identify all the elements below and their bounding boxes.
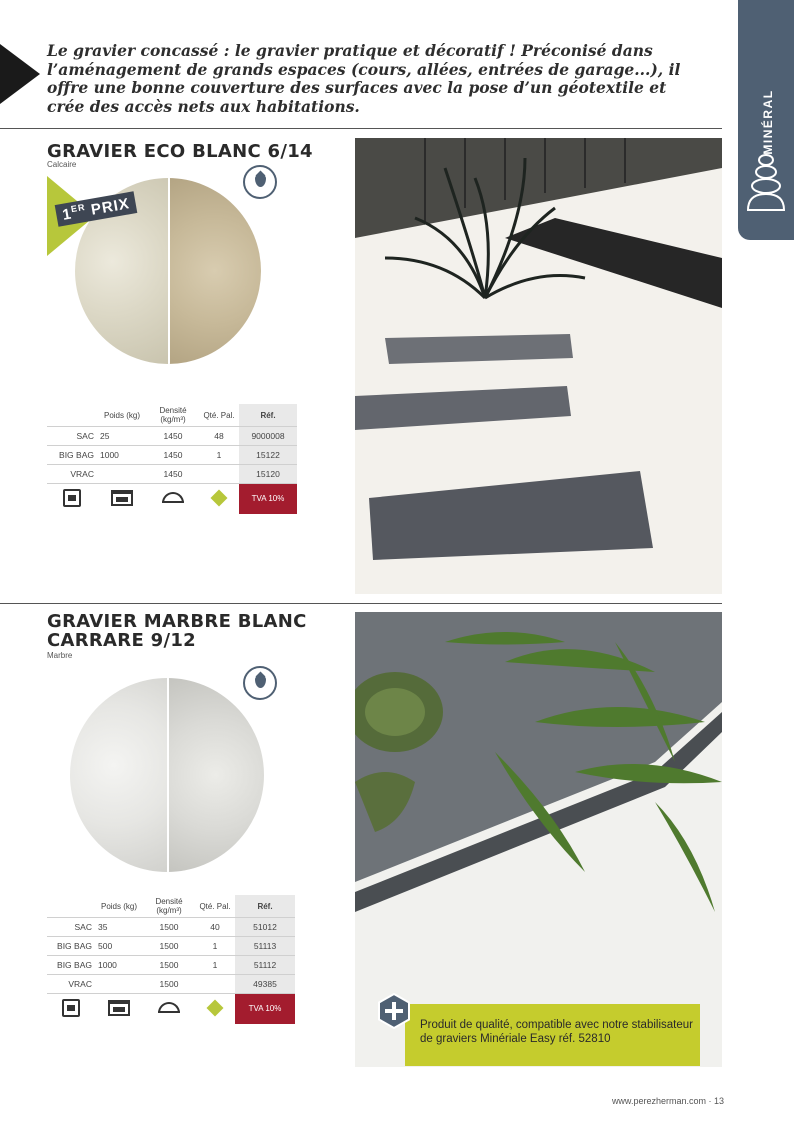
garden-gravel-photo (355, 138, 722, 594)
big-bag-icon (111, 490, 133, 506)
website-link[interactable]: www.perezherman.com (611, 1096, 706, 1106)
bag-icon (63, 489, 81, 507)
green-diamond-icon (211, 489, 228, 506)
product-material: Marbre (47, 651, 73, 660)
col-poids: Poids (kg) (103, 410, 140, 420)
col-qte: Qté. Pal. (203, 410, 235, 420)
product-material: Calcaire (47, 160, 77, 169)
category-side-tab (738, 0, 794, 240)
green-diamond-icon (207, 999, 224, 1016)
bag-icon (62, 999, 80, 1017)
bulk-pile-icon (162, 492, 184, 503)
product-title: GRAVIER ECO BLANC 6/14 (47, 141, 313, 162)
plus-icon (376, 993, 412, 1029)
product-title-line1: GRAVIER MARBRE BLANC (47, 611, 307, 632)
first-price-label: 1ER PRIX (55, 191, 138, 227)
tva-badge: TVA 10% (239, 484, 297, 514)
col-ref: Réf. (235, 895, 295, 918)
stacked-stones-icon (746, 150, 786, 212)
section-divider (0, 603, 722, 604)
bulk-pile-icon (158, 1002, 180, 1013)
table-row: VRAC 1500 49385 (47, 975, 295, 994)
product-title-line2: CARRARE 9/12 (47, 630, 196, 651)
table-row: BIG BAG 500 1500 1 51113 (47, 937, 295, 956)
table-row: SAC 35 1500 40 51012 (47, 918, 295, 937)
water-drop-icon (243, 666, 277, 700)
col-densite: Densité (kg/m³) (155, 897, 183, 915)
table-row: SAC 25 1450 48 9000008 (47, 427, 297, 446)
big-bag-icon (108, 1000, 130, 1016)
table-row: BIG BAG 1000 1500 1 51112 (47, 956, 295, 975)
col-poids: Poids (kg) (100, 901, 137, 911)
col-qte: Qté. Pal. (199, 901, 231, 911)
water-drop-icon (243, 165, 277, 199)
tva-badge: TVA 10% (235, 994, 295, 1024)
product-spec-table (47, 404, 297, 514)
quality-callout-text: Produit de qualité, compatible avec notre stabilisateur de graviers Minériale Easy réf. 52810 (420, 1019, 693, 1045)
intro-paragraph: Le gravier concassé : le gravier pratique et décoratif ! Préconisé dans l’aménagement de grands espaces (cours, allées, entrées de garage...), il offre une bonne couverture des surfaces avec la pose d’un géotextile et crée des accès nets aux habitations. (47, 41, 681, 116)
col-ref: Réf. (239, 404, 297, 427)
col-densite: Densité (kg/m³) (159, 406, 187, 424)
category-label: MINÉRAL (761, 89, 775, 155)
section-divider (0, 128, 722, 129)
product-spec-table (47, 895, 295, 1024)
table-row: VRAC 1450 15120 (47, 465, 297, 484)
gravel-sample-image (70, 678, 264, 872)
intro-arrow-marker (0, 44, 40, 104)
page-footer: www.perezherman.com · 13 (611, 1096, 724, 1106)
table-row: BIG BAG 1000 1450 1 15122 (47, 446, 297, 465)
page-number: 13 (713, 1096, 724, 1106)
